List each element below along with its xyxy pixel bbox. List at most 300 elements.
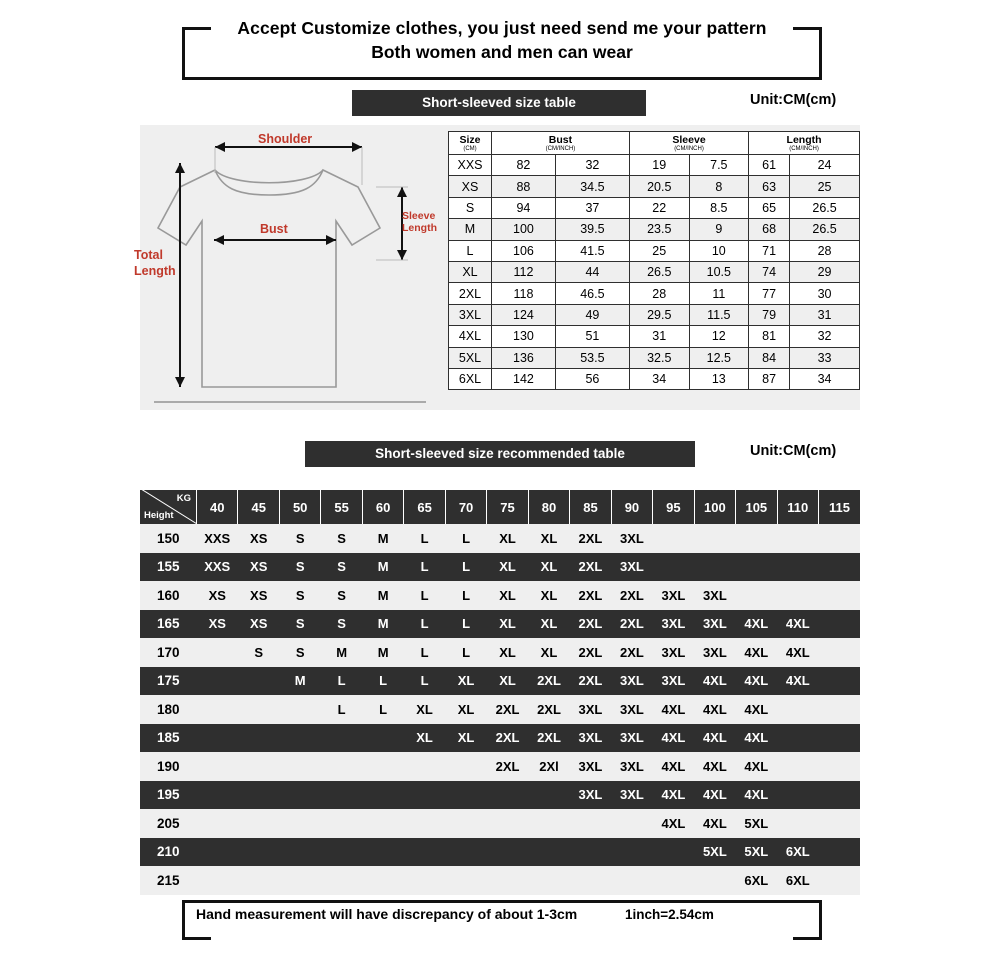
size-cell: 6XL (736, 866, 777, 895)
size-cell: 3XL (611, 752, 652, 781)
size-cell: L (445, 638, 486, 667)
size-cell: S (279, 553, 320, 582)
size-cell: L (404, 553, 445, 582)
cell-length-cm: 87 (749, 368, 790, 389)
size-cell (362, 724, 403, 753)
size-cell: 2Xl (528, 752, 569, 781)
cell-sleeve-cm: 23.5 (629, 219, 689, 240)
size-cell: 2XL (570, 638, 611, 667)
size-table-body (449, 155, 860, 390)
cell-bust-cm: 94 (492, 197, 556, 218)
size-cell: 4XL (653, 752, 694, 781)
cell-sleeve-in: 8.5 (689, 197, 749, 218)
size-cell: L (321, 695, 362, 724)
cell-bust-in: 32 (555, 155, 629, 176)
footer-conversion: 1inch=2.54cm (625, 907, 714, 922)
size-cell (570, 866, 611, 895)
cell-sleeve-in: 7.5 (689, 155, 749, 176)
size-cell: XXS (197, 553, 238, 582)
size-cell (445, 752, 486, 781)
sleeve-length-label-line1: Sleeve (402, 210, 436, 222)
size-cell: XS (238, 553, 279, 582)
size-cell (362, 809, 403, 838)
height-cell: 185 (140, 724, 197, 753)
height-cell: 215 (140, 866, 197, 895)
size-cell (362, 838, 403, 867)
size-cell (279, 809, 320, 838)
size-cell: 4XL (653, 724, 694, 753)
total-length-label-line2: Length (134, 264, 176, 278)
table-row (449, 347, 860, 368)
size-cell (777, 581, 818, 610)
cell-length-in: 25 (790, 176, 860, 197)
size-cell (404, 752, 445, 781)
size-cell: 4XL (736, 610, 777, 639)
size-cell (279, 781, 320, 810)
size-table-title: Short-sleeved size table (352, 90, 646, 116)
size-cell: S (321, 553, 362, 582)
size-cell: S (279, 581, 320, 610)
cell-sleeve-in: 11 (689, 283, 749, 304)
size-cell (238, 838, 279, 867)
size-cell: 5XL (736, 838, 777, 867)
cell-length-cm: 79 (749, 304, 790, 325)
size-cell: S (321, 524, 362, 553)
size-cell (653, 866, 694, 895)
size-cell (777, 781, 818, 810)
size-cell: 4XL (777, 638, 818, 667)
size-cell: L (445, 610, 486, 639)
size-cell (321, 724, 362, 753)
bust-label: Bust (260, 222, 288, 236)
tshirt-diagram-svg (140, 125, 440, 410)
cell-sleeve-in: 13 (689, 368, 749, 389)
recommended-header-row (140, 490, 860, 524)
header-size: Size (CM) (449, 132, 492, 155)
size-cell: XS (238, 610, 279, 639)
size-cell (279, 838, 320, 867)
size-cell (487, 838, 528, 867)
size-cell (819, 781, 860, 810)
recommended-table-wrap (140, 490, 860, 895)
table-row (140, 809, 860, 838)
cell-sleeve-in: 9 (689, 219, 749, 240)
cell-sleeve-cm: 32.5 (629, 347, 689, 368)
size-cell: 2XL (570, 581, 611, 610)
cell-length-in: 30 (790, 283, 860, 304)
table-row (140, 838, 860, 867)
recommended-table-body (140, 524, 860, 895)
cell-sleeve-in: 8 (689, 176, 749, 197)
cell-sleeve-cm: 19 (629, 155, 689, 176)
size-cell: L (445, 581, 486, 610)
size-cell (279, 752, 320, 781)
table-row (449, 326, 860, 347)
size-cell: 4XL (736, 752, 777, 781)
size-cell (197, 809, 238, 838)
cell-bust-cm: 106 (492, 240, 556, 261)
size-cell: 2XL (487, 752, 528, 781)
weight-header: 70 (445, 490, 486, 524)
recommended-table (140, 490, 860, 895)
size-cell: XS (238, 581, 279, 610)
size-cell: 2XL (611, 638, 652, 667)
size-cell: 2XL (528, 724, 569, 753)
cell-length-in: 28 (790, 240, 860, 261)
cell-bust-cm: 130 (492, 326, 556, 347)
size-cell (611, 866, 652, 895)
size-cell: S (279, 638, 320, 667)
size-cell (197, 724, 238, 753)
size-cell: S (321, 581, 362, 610)
weight-header: 85 (570, 490, 611, 524)
table-row (449, 155, 860, 176)
size-cell (321, 809, 362, 838)
size-cell: M (321, 638, 362, 667)
size-cell: XS (238, 524, 279, 553)
size-cell (238, 809, 279, 838)
size-cell (487, 866, 528, 895)
size-cell (445, 781, 486, 810)
size-cell: XXS (197, 524, 238, 553)
height-cell: 210 (140, 838, 197, 867)
size-cell: M (362, 524, 403, 553)
height-cell: 160 (140, 581, 197, 610)
size-cell: XL (404, 695, 445, 724)
weight-header: 65 (404, 490, 445, 524)
cell-bust-in: 53.5 (555, 347, 629, 368)
table-row (449, 283, 860, 304)
size-cell (777, 752, 818, 781)
cell-length-in: 26.5 (790, 219, 860, 240)
size-cell (197, 866, 238, 895)
size-cell: 4XL (736, 724, 777, 753)
size-cell (611, 809, 652, 838)
size-cell: XL (528, 638, 569, 667)
size-cell: 4XL (694, 809, 735, 838)
size-cell: 2XL (570, 553, 611, 582)
size-cell: XS (197, 581, 238, 610)
size-cell: XL (528, 553, 569, 582)
cell-length-cm: 71 (749, 240, 790, 261)
size-cell (819, 553, 860, 582)
height-cell: 170 (140, 638, 197, 667)
size-cell: L (404, 581, 445, 610)
size-cell (777, 695, 818, 724)
size-cell (362, 866, 403, 895)
size-cell (528, 866, 569, 895)
size-cell: 2XL (487, 724, 528, 753)
size-cell: 2XL (528, 667, 569, 696)
weight-header: 55 (321, 490, 362, 524)
cell-size: XS (449, 176, 492, 197)
size-cell (694, 866, 735, 895)
size-cell (736, 553, 777, 582)
size-cell (362, 781, 403, 810)
size-cell (777, 553, 818, 582)
table-row (140, 524, 860, 553)
size-cell (694, 553, 735, 582)
size-cell: 4XL (653, 809, 694, 838)
size-cell: 2XL (611, 610, 652, 639)
size-cell: 3XL (694, 610, 735, 639)
size-cell: XL (487, 667, 528, 696)
cell-bust-cm: 124 (492, 304, 556, 325)
recommended-table-title: Short-sleeved size recommended table (305, 441, 695, 467)
size-cell (819, 610, 860, 639)
size-cell: 3XL (694, 581, 735, 610)
size-cell: 3XL (694, 638, 735, 667)
cell-size: L (449, 240, 492, 261)
table-row (140, 695, 860, 724)
size-cell: S (279, 610, 320, 639)
size-cell (362, 752, 403, 781)
size-cell: 3XL (611, 667, 652, 696)
size-cell: 3XL (653, 581, 694, 610)
table-row (140, 781, 860, 810)
size-cell: M (362, 581, 403, 610)
cell-length-cm: 63 (749, 176, 790, 197)
cell-size: S (449, 197, 492, 218)
size-cell: L (445, 553, 486, 582)
size-cell (528, 781, 569, 810)
cell-length-in: 31 (790, 304, 860, 325)
cell-length-in: 26.5 (790, 197, 860, 218)
size-cell (819, 667, 860, 696)
height-cell: 155 (140, 553, 197, 582)
size-cell (445, 866, 486, 895)
size-cell: XS (197, 610, 238, 639)
table-row (140, 667, 860, 696)
size-cell: 5XL (694, 838, 735, 867)
size-cell: 3XL (570, 752, 611, 781)
table-row (449, 176, 860, 197)
table-row (140, 752, 860, 781)
weight-header: 40 (197, 490, 238, 524)
size-cell: XL (528, 581, 569, 610)
size-cell (404, 838, 445, 867)
size-cell: 3XL (611, 724, 652, 753)
cell-size: 2XL (449, 283, 492, 304)
size-cell (321, 838, 362, 867)
size-cell (653, 524, 694, 553)
size-cell: XL (445, 724, 486, 753)
size-cell (197, 667, 238, 696)
cell-bust-cm: 112 (492, 261, 556, 282)
size-cell: L (362, 695, 403, 724)
size-cell: 6XL (777, 838, 818, 867)
size-cell: 3XL (611, 695, 652, 724)
size-cell: M (362, 553, 403, 582)
header-line-1: Accept Customize clothes, you just need send me your pattern (237, 18, 767, 38)
cell-bust-in: 34.5 (555, 176, 629, 197)
size-cell: XL (487, 553, 528, 582)
size-cell: 2XL (528, 695, 569, 724)
size-cell (819, 695, 860, 724)
weight-header: 95 (653, 490, 694, 524)
cell-bust-cm: 118 (492, 283, 556, 304)
cell-bust-cm: 142 (492, 368, 556, 389)
header-bust: Bust (CM/INCH) (492, 132, 630, 155)
table-row (449, 368, 860, 389)
size-cell (279, 866, 320, 895)
size-cell (819, 581, 860, 610)
table-row (449, 240, 860, 261)
cell-size: M (449, 219, 492, 240)
cell-size: XL (449, 261, 492, 282)
weight-header: 75 (487, 490, 528, 524)
cell-sleeve-in: 10.5 (689, 261, 749, 282)
cell-bust-in: 56 (555, 368, 629, 389)
size-cell: L (445, 524, 486, 553)
tshirt-diagram (134, 125, 440, 410)
header-line-2: Both women and men can wear (371, 42, 633, 62)
cell-bust-in: 49 (555, 304, 629, 325)
size-cell: XL (528, 610, 569, 639)
cell-sleeve-cm: 34 (629, 368, 689, 389)
size-cell (404, 809, 445, 838)
table-row (140, 866, 860, 895)
size-cell: S (279, 524, 320, 553)
size-cell (819, 752, 860, 781)
cell-sleeve-in: 10 (689, 240, 749, 261)
size-cell: 3XL (653, 667, 694, 696)
height-cell: 195 (140, 781, 197, 810)
size-cell (570, 838, 611, 867)
size-cell (819, 524, 860, 553)
cell-length-cm: 61 (749, 155, 790, 176)
size-cell: 3XL (611, 524, 652, 553)
table-row (140, 724, 860, 753)
size-cell: M (362, 610, 403, 639)
size-cell: 4XL (777, 610, 818, 639)
header-length: Length (CM/INCH) (749, 132, 860, 155)
size-cell (321, 781, 362, 810)
size-cell: 2XL (487, 695, 528, 724)
size-cell (777, 524, 818, 553)
size-cell (238, 866, 279, 895)
recommended-table-unit: Unit:CM(cm) (750, 443, 837, 459)
weight-header: 45 (238, 490, 279, 524)
size-cell: XL (487, 581, 528, 610)
size-cell: 2XL (611, 581, 652, 610)
size-cell: 2XL (570, 524, 611, 553)
size-cell (197, 638, 238, 667)
size-cell: 2XL (570, 610, 611, 639)
size-cell (404, 781, 445, 810)
cell-length-in: 34 (790, 368, 860, 389)
cell-length-in: 29 (790, 261, 860, 282)
size-cell (819, 724, 860, 753)
cell-length-in: 24 (790, 155, 860, 176)
cell-size: 4XL (449, 326, 492, 347)
size-cell (819, 809, 860, 838)
weight-header: 50 (279, 490, 320, 524)
cell-sleeve-in: 12 (689, 326, 749, 347)
size-cell: XL (487, 524, 528, 553)
cell-bust-cm: 88 (492, 176, 556, 197)
height-cell: 175 (140, 667, 197, 696)
size-cell (238, 724, 279, 753)
size-cell (819, 838, 860, 867)
size-cell: 4XL (736, 695, 777, 724)
cell-size: 6XL (449, 368, 492, 389)
cell-sleeve-cm: 20.5 (629, 176, 689, 197)
size-cell: 2XL (570, 667, 611, 696)
cell-length-cm: 68 (749, 219, 790, 240)
size-cell (487, 781, 528, 810)
height-cell: 150 (140, 524, 197, 553)
size-cell (487, 809, 528, 838)
size-cell (819, 866, 860, 895)
table-row (449, 304, 860, 325)
cell-sleeve-cm: 22 (629, 197, 689, 218)
corner-height-label: Height (144, 510, 174, 521)
cell-sleeve-in: 12.5 (689, 347, 749, 368)
table-row (449, 219, 860, 240)
cell-sleeve-cm: 29.5 (629, 304, 689, 325)
size-table-header-row (449, 132, 860, 155)
size-table (448, 131, 860, 390)
size-cell (528, 809, 569, 838)
cell-length-cm: 81 (749, 326, 790, 347)
size-cell (404, 866, 445, 895)
table-row (140, 553, 860, 582)
size-cell (321, 866, 362, 895)
size-cell: S (321, 610, 362, 639)
size-cell: S (238, 638, 279, 667)
cell-length-in: 32 (790, 326, 860, 347)
size-cell (238, 667, 279, 696)
height-cell: 165 (140, 610, 197, 639)
header-sleeve: Sleeve (CM/INCH) (629, 132, 748, 155)
size-cell (197, 695, 238, 724)
size-cell (653, 838, 694, 867)
table-row (140, 581, 860, 610)
size-cell: 4XL (694, 752, 735, 781)
cell-length-cm: 74 (749, 261, 790, 282)
shoulder-label: Shoulder (258, 132, 313, 146)
cell-bust-in: 46.5 (555, 283, 629, 304)
size-cell: 4XL (777, 667, 818, 696)
size-cell (570, 809, 611, 838)
cell-bust-in: 44 (555, 261, 629, 282)
size-cell: L (404, 667, 445, 696)
cell-bust-cm: 100 (492, 219, 556, 240)
size-cell (279, 695, 320, 724)
cell-bust-in: 51 (555, 326, 629, 347)
cell-bust-cm: 136 (492, 347, 556, 368)
size-cell (238, 752, 279, 781)
cell-bust-in: 41.5 (555, 240, 629, 261)
size-cell: M (362, 638, 403, 667)
table-row (449, 197, 860, 218)
size-cell (321, 752, 362, 781)
size-cell: 6XL (777, 866, 818, 895)
size-cell: XL (528, 524, 569, 553)
weight-header: 60 (362, 490, 403, 524)
header (182, 18, 822, 63)
size-cell: 4XL (694, 724, 735, 753)
cell-length-in: 33 (790, 347, 860, 368)
size-cell: 4XL (694, 781, 735, 810)
cell-length-cm: 77 (749, 283, 790, 304)
cell-bust-in: 37 (555, 197, 629, 218)
table-row (449, 261, 860, 282)
weight-header: 115 (819, 490, 860, 524)
weight-header: 100 (694, 490, 735, 524)
size-cell: XL (404, 724, 445, 753)
